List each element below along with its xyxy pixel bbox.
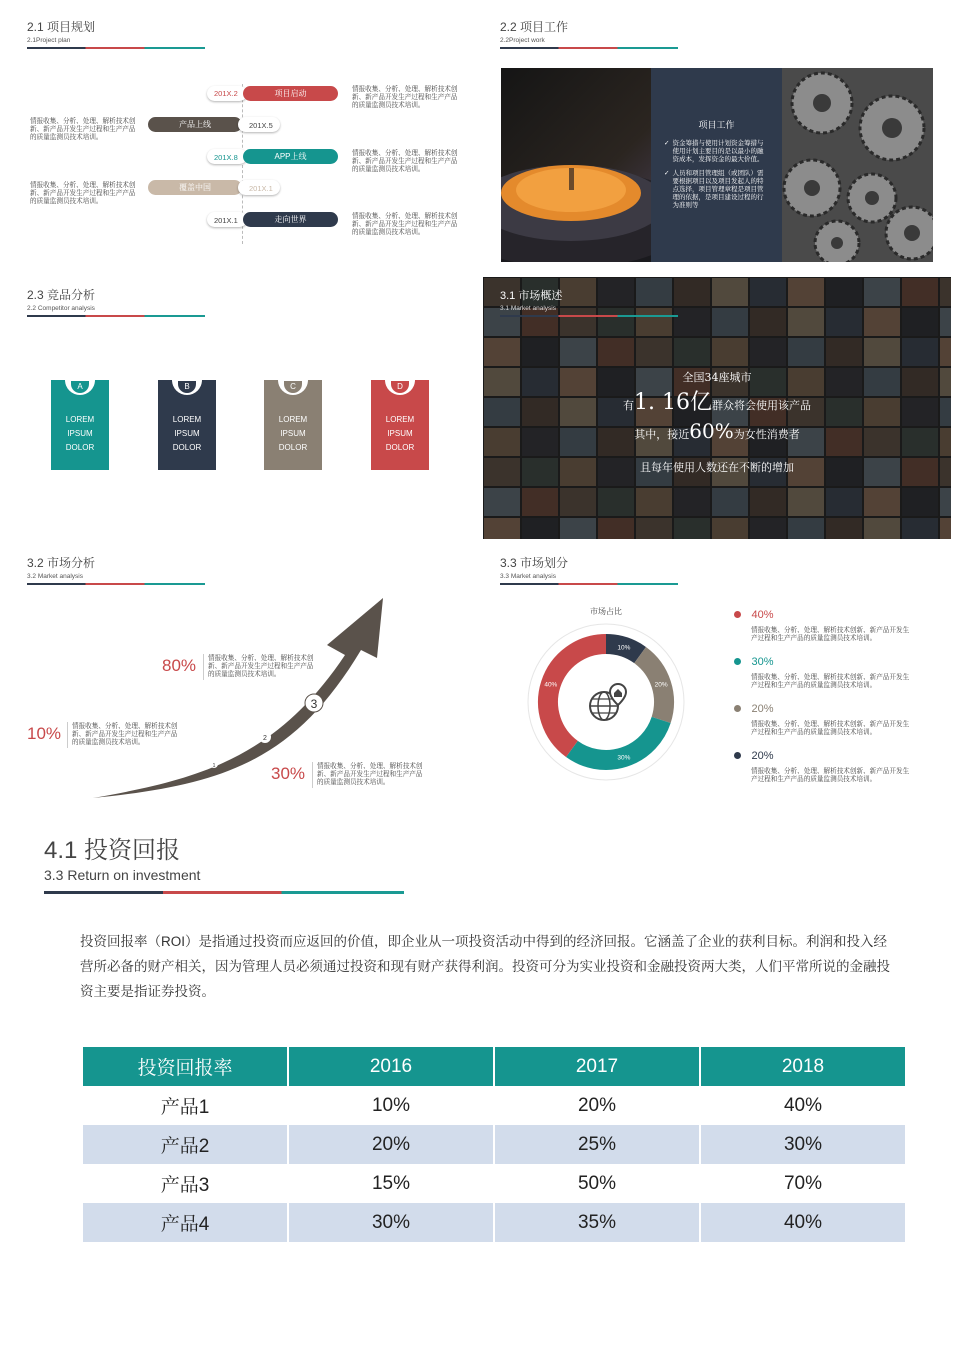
section-subtitle: 2.2 Competitor analysis	[27, 305, 95, 312]
analysis-desc: 情报收集、分析、处理、解析技术创新、新产品开发生产过程和生产产品的质量监测员技术培训。	[317, 763, 423, 786]
competitor-card	[371, 380, 429, 470]
title-underline	[500, 47, 678, 49]
competitor-card	[158, 380, 216, 470]
card-line: LOREM	[65, 415, 95, 424]
table-header: 2016	[288, 1047, 494, 1086]
card-title: 项目工作	[698, 120, 735, 130]
legend-desc: 情报收集、分析、处理、解析技术创新、新产品开发生产过程和生产产品的质量监测员技术培训。	[751, 721, 910, 736]
card-line: DOLOR	[385, 443, 415, 452]
legend-desc: 情报收集、分析、处理、解析技术创新、新产品开发生产过程和生产产品的质量监测员技术培训。	[751, 768, 910, 783]
section-title: 2.2 项目工作	[500, 20, 569, 34]
project-work-card	[651, 68, 782, 262]
card-line: LOREM	[172, 415, 202, 424]
market-line-2c: 群众将会使用该产品	[711, 399, 811, 412]
table-cell: 40%	[700, 1086, 906, 1125]
timeline-date: 201X.8	[214, 153, 238, 162]
legend-pct: 30%	[751, 655, 774, 668]
step-number: 1	[212, 763, 216, 769]
card-line: IPSUM	[67, 429, 93, 438]
market-line-1: 全国34座城市	[682, 371, 752, 384]
table-row	[83, 1125, 906, 1164]
donut-label: 30%	[617, 754, 631, 762]
analysis-desc: 情报收集、分析、处理、解析技术创新、新产品开发生产过程和生产产品的质量监测员技术培训。	[208, 655, 314, 678]
card-tag: D	[391, 381, 409, 393]
timeline-label: 产品上线	[148, 117, 242, 132]
timeline-label: 走向世界	[243, 212, 338, 227]
check-icon: ✓	[664, 170, 670, 177]
table-cell: 30%	[288, 1203, 494, 1242]
table-cell: 50%	[494, 1164, 700, 1203]
record-image	[501, 68, 651, 262]
legend-item	[734, 653, 914, 690]
card-line: IPSUM	[174, 429, 200, 438]
card-line: LOREM	[278, 415, 308, 424]
timeline-date: 201X.5	[249, 121, 273, 130]
table-cell: 40%	[700, 1203, 906, 1242]
table-cell: 产品4	[83, 1203, 288, 1242]
section-title: 3.1 市场概述	[500, 290, 563, 302]
section-subtitle: 3.3 Return on investment	[44, 867, 201, 883]
table-row	[83, 1164, 906, 1203]
card-line: DOLOR	[278, 443, 308, 452]
legend-item	[734, 747, 914, 784]
donut-label: 20%	[654, 681, 668, 689]
market-line-3a: 其中，接近	[634, 428, 690, 441]
market-line-2a: 有	[623, 399, 634, 412]
legend-dot-icon	[734, 658, 741, 665]
table-cell: 70%	[700, 1164, 906, 1203]
section-title: 4.1 投资回报	[44, 837, 181, 864]
table-cell: 15%	[288, 1164, 494, 1203]
table-cell: 产品1	[83, 1086, 288, 1125]
table-header: 投资回报率	[83, 1047, 288, 1086]
table-cell: 产品3	[83, 1164, 288, 1203]
timeline-desc: 情报收集、分析、处理、解析技术创新、新产品开发生产过程和生产产品的质量监测员技术培训。	[352, 150, 458, 173]
legend-dot-icon	[734, 611, 741, 618]
card-line: IPSUM	[280, 429, 306, 438]
table-cell: 20%	[288, 1125, 494, 1164]
competitor-card	[264, 380, 322, 470]
title-underline	[27, 47, 205, 49]
market-share-donut	[526, 622, 686, 782]
percent-10: 10%	[27, 724, 62, 743]
section-subtitle: 3.1 Market analysis	[500, 305, 556, 312]
legend-pct: 20%	[751, 749, 774, 762]
timeline-label: 覆盖中国	[148, 180, 242, 195]
percent-30: 30%	[271, 764, 306, 783]
section-title: 2.3 竞品分析	[27, 288, 96, 302]
bullet-text: 人员和项目管理组（或团队）需要根据项目以及项目发起人的特点选择，项目管理章程是项目管理的依据，是项目建设过程的行为准则等	[672, 170, 764, 209]
timeline-label: 项目启动	[243, 86, 338, 101]
section-subtitle: 2.1Project plan	[27, 37, 71, 44]
card-line: LOREM	[385, 415, 415, 424]
timeline-date: 201X.1	[249, 184, 273, 193]
timeline-desc: 情报收集、分析、处理、解析技术创新、新产品开发生产过程和生产产品的质量监测员技术培训。	[30, 118, 136, 141]
table-row	[83, 1203, 906, 1242]
legend-desc: 情报收集、分析、处理、解析技术创新、新产品开发生产过程和生产产品的质量监测员技术培训。	[751, 627, 910, 642]
timeline-desc: 情报收集、分析、处理、解析技术创新、新产品开发生产过程和生产产品的质量监测员技术培训。	[30, 182, 136, 205]
card-tag: C	[284, 381, 302, 393]
card-line: DOLOR	[65, 443, 95, 452]
table-cell: 20%	[494, 1086, 700, 1125]
donut-label: 10%	[617, 644, 631, 652]
timeline-date: 201X.1	[214, 216, 238, 225]
table-cell: 10%	[288, 1086, 494, 1125]
title-underline	[500, 583, 678, 585]
legend-dot-icon	[734, 705, 741, 712]
step-number: 2	[263, 735, 267, 742]
roi-table	[83, 1047, 907, 1242]
donut-label: 40%	[544, 681, 558, 689]
market-overview-banner	[483, 277, 951, 539]
timeline-desc: 情报收集、分析、处理、解析技术创新、新产品开发生产过程和生产产品的质量监测员技术培训。	[352, 86, 458, 109]
timeline-date: 201X.2	[214, 89, 238, 98]
legend-item	[734, 700, 914, 737]
legend-pct: 20%	[751, 702, 774, 715]
table-cell: 25%	[494, 1125, 700, 1164]
market-highlight-female: 60%	[689, 419, 734, 443]
section-title: 3.3 市场划分	[500, 556, 569, 570]
table-cell: 30%	[700, 1125, 906, 1164]
competitor-card	[51, 380, 109, 470]
section-title: 2.1 项目规划	[27, 20, 96, 34]
table-cell: 35%	[494, 1203, 700, 1242]
section-title: 3.2 市场分析	[27, 556, 96, 570]
section-subtitle: 3.2 Market analysis	[27, 573, 83, 580]
card-line: IPSUM	[387, 429, 413, 438]
legend-item	[734, 606, 914, 643]
table-header: 2018	[700, 1047, 906, 1086]
title-underline	[44, 891, 404, 894]
timeline-label: APP上线	[243, 149, 338, 164]
title-underline	[27, 315, 205, 317]
bullet-text: 资金筹措与使用计划资金筹措与使用计划主要目的是以最小的融资成本，发挥资金的最大价值。	[672, 140, 764, 163]
legend-pct: 40%	[751, 608, 774, 621]
market-highlight-users: 1. 16亿	[634, 390, 712, 415]
chart-title: 市场占比	[590, 607, 622, 616]
legend-dot-icon	[734, 752, 741, 759]
roi-paragraph: 投资回报率（ROI）是指通过投资而应返回的价值，即企业从一项投资活动中得到的经济回报。它涵盖了企业的获利目标。利润和投入经营所必备的财产相关，因为管理人员必须通过投资和现有财产获得利润。投资可分为实业投资和金融投资两大类，人们平常所说的金融投资主要是指证券投资。	[80, 934, 890, 999]
table-header-row	[83, 1047, 906, 1086]
section-subtitle: 3.3 Market analysis	[500, 573, 556, 580]
market-line-4: 且每年使用人数还在不断的增加	[640, 461, 794, 474]
title-underline	[27, 583, 205, 585]
table-row	[83, 1086, 906, 1125]
analysis-desc: 情报收集、分析、处理、解析技术创新、新产品开发生产过程和生产产品的质量监测员技术培训。	[72, 723, 178, 746]
card-tag: A	[71, 381, 89, 393]
card-line: DOLOR	[172, 443, 202, 452]
market-line-3c: 为女性消费者	[733, 428, 800, 441]
card-tag: B	[178, 381, 196, 393]
timeline-desc: 情报收集、分析、处理、解析技术创新、新产品开发生产过程和生产产品的质量监测员技术培训。	[352, 213, 458, 236]
check-icon: ✓	[664, 140, 670, 147]
gears-image	[782, 68, 933, 262]
table-header: 2017	[494, 1047, 700, 1086]
section-subtitle: 2.2Project work	[500, 37, 545, 44]
step-number: 3	[310, 697, 318, 711]
table-cell: 产品2	[83, 1125, 288, 1164]
percent-80: 80%	[162, 656, 197, 675]
legend-desc: 情报收集、分析、处理、解析技术创新、新产品开发生产过程和生产产品的质量监测员技术培训。	[751, 674, 910, 689]
